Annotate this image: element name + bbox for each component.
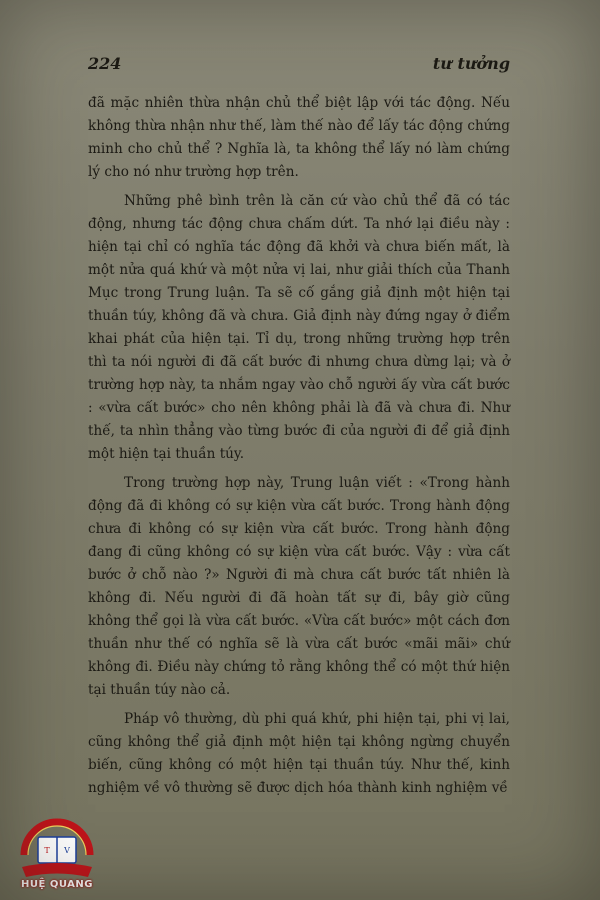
publisher-logo [14,815,100,891]
svg-text:T: T [44,846,50,855]
body-text [88,92,510,806]
paragraph: đã mặc nhiên thừa nhận chủ thể biệt lập với tác động. Nếu không thừa nhận như thế, làm thế nào để lấy tác động chứng minh cho chủ thể ? Nghĩa là, ta không thể lấy nó làm chứng lý cho nó như trường hợp trên. [88,95,510,180]
logo-emblem-icon [14,815,100,885]
paragraph: Những phê bình trên là căn cứ vào chủ thể đã có tác động, nhưng tác động chưa chấm dứt. Ta nhớ lại điều này : hiện tại chỉ có nghĩa tác động đã khởi và chưa biến mất, là một nửa quá khứ và một nửa vị lai, như giải thích của Thanh Mục trong Trung luận. Ta sẽ cố gắng giả định một hiện tại thuần túy, không đã và chưa. Giả định này đứng ngay ở điểm khai phát của hiện tại. Tỉ dụ, trong những trường hợp trên thì ta nói người đi đã cất bước đi nhưng chưa dừng lại; và ở trường hợp này, ta nhắm ngay vào chỗ người ấy vừa cất bước : «vừa cất bước» cho nên không phải là đã và chưa đi. Như thế, ta nhìn thẳng vào từng bước đi của người đi để giả định một hiện tại thuần túy. [88,193,510,462]
paragraph: Trong trường hợp này, Trung luận viết : «Trong hành động đã đi không có sự kiện vừa cất bước. Trong hành động chưa đi không có sự kiện vừa cất bước. Trong hành động đang đi cũng không có sự kiện vừa cất bước. Vậy : vừa cất bước ở chỗ nào ?» Người đi mà chưa cất bước tất nhiên là không đi. Nếu người đi đã hoàn tất sự đi, bây giờ cũng không thể gọi là vừa cất bước. «Vừa cất bước» một cách đơn thuần như thế có nghĩa sẽ là vừa cất bước «mãi mãi» chứ không đi. Điều này chứng tỏ rằng không thể có một thứ hiện tại thuần túy nào cả. [88,475,510,698]
page-header [88,54,510,78]
page-number: 224 [88,54,122,73]
logo-label: HUỆ QUANG [21,879,93,890]
running-head: tư tưởng [432,54,510,73]
paragraph: Pháp vô thường, dù phi quá khứ, phi hiện tại, phi vị lai, cũng không thể giả định một hiện tại không ngừng chuyển biến, cũng không có một hiện tại thuần túy. Như thế, kinh nghiệm về vô thường sẽ được dịch hóa thành kinh nghiệm về [88,711,510,796]
svg-text:V: V [64,846,70,855]
